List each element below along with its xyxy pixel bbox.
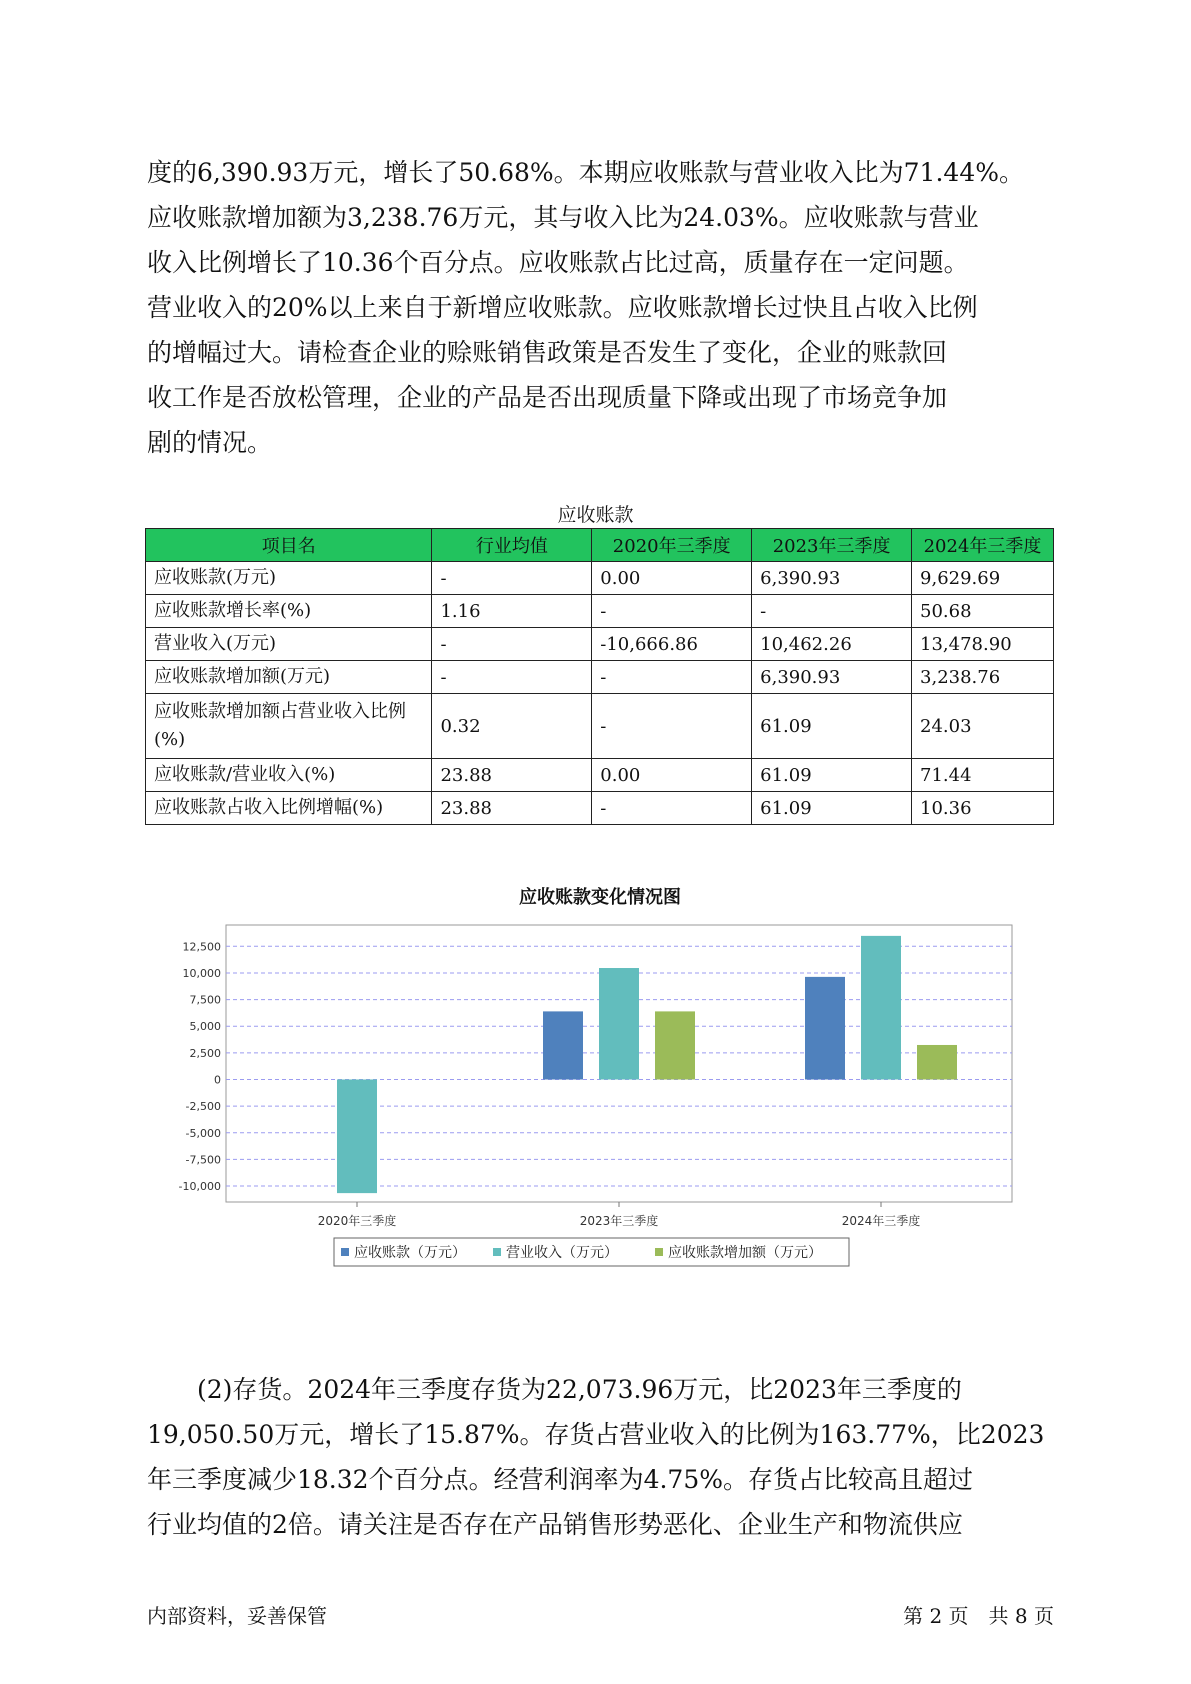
bar	[655, 1011, 695, 1079]
table-cell: 1.16	[432, 595, 592, 628]
paragraph-receivables-analysis	[147, 150, 1055, 465]
table-cell: 61.09	[752, 694, 912, 759]
y-tick-label: -2,500	[185, 1100, 221, 1114]
legend-label: 应收账款增加额（万元）	[668, 1245, 822, 1261]
table-title: 应收账款	[557, 504, 634, 526]
footer-confidential-note: 内部资料，妥善保管	[147, 1604, 327, 1628]
table-row	[146, 661, 1054, 694]
paragraph-line: 剧的情况。	[147, 428, 273, 457]
table-row	[146, 628, 1054, 661]
table-cell: -	[592, 792, 752, 825]
table-cell: 应收账款增长率(%)	[146, 595, 432, 628]
table-cell: 23.88	[432, 792, 592, 825]
y-tick-label: -7,500	[185, 1153, 221, 1167]
bar	[805, 977, 845, 1080]
table-cell: 6,390.93	[752, 562, 912, 595]
legend-swatch	[655, 1248, 663, 1256]
paragraph-line: 年三季度减少18.32个百分点。经营利润率为4.75%。存货占比较高且超过	[147, 1465, 973, 1494]
table-row	[146, 759, 1054, 792]
receivables-table	[145, 528, 1054, 825]
bar	[917, 1045, 957, 1080]
table-cell: -	[592, 595, 752, 628]
table-cell: -	[752, 595, 912, 628]
table-cell: 61.09	[752, 792, 912, 825]
table-cell: -	[432, 628, 592, 661]
table-cell: 应收账款增加额(万元)	[146, 661, 432, 694]
y-tick-label: 12,500	[182, 940, 221, 954]
paragraph-line: 收入比例增长了10.36个百分点。应收账款占比过高，质量存在一定问题。	[147, 248, 969, 277]
header-2023q3: 2023年三季度	[752, 529, 912, 562]
y-tick-label: -10,000	[178, 1180, 221, 1194]
table-cell: 应收账款占收入比例增幅(%)	[146, 792, 432, 825]
table-cell: 应收账款(万元)	[146, 562, 432, 595]
table-cell: 23.88	[432, 759, 592, 792]
table-cell: 0.32	[432, 694, 592, 759]
x-tick-label: 2024年三季度	[841, 1214, 921, 1228]
bar	[861, 936, 901, 1080]
table-cell: 10.36	[912, 792, 1054, 825]
table-cell: 3,238.76	[912, 661, 1054, 694]
x-tick-label: 2020年三季度	[317, 1214, 397, 1228]
table-cell: 应收账款/营业收入(%)	[146, 759, 432, 792]
header-item-name: 项目名	[146, 529, 432, 562]
y-tick-label: 0	[214, 1073, 221, 1087]
y-tick-label: -5,000	[185, 1126, 221, 1140]
paragraph-line: 营业收入的20%以上来自于新增应收账款。应收账款增长过快且占收入比例	[147, 293, 978, 322]
paragraph-line: 19,050.50万元，增长了15.87%。存货占营业收入的比例为163.77%，比2023	[147, 1420, 1045, 1449]
table-row	[146, 792, 1054, 825]
x-tick-label: 2023年三季度	[579, 1214, 659, 1228]
paragraph-line: 行业均值的2倍。请关注是否存在产品销售形势恶化、企业生产和物流供应	[147, 1510, 963, 1539]
paragraph-line: (2)存货。2024年三季度存货为22,073.96万元，比2023年三季度的	[147, 1375, 962, 1404]
legend-swatch	[341, 1248, 349, 1256]
table-cell: 0.00	[592, 759, 752, 792]
bar	[337, 1079, 377, 1193]
table-header-row	[146, 529, 1054, 562]
table-cell: 61.09	[752, 759, 912, 792]
table-row	[146, 595, 1054, 628]
y-tick-label: 10,000	[182, 966, 221, 980]
legend-label: 应收账款（万元）	[354, 1245, 466, 1261]
table-cell: 9,629.69	[912, 562, 1054, 595]
table-row	[146, 562, 1054, 595]
table-cell: -10,666.86	[592, 628, 752, 661]
table-cell: 50.68	[912, 595, 1054, 628]
table-cell: 13,478.90	[912, 628, 1054, 661]
table-cell: 营业收入(万元)	[146, 628, 432, 661]
table-cell: 24.03	[912, 694, 1054, 759]
table-cell: 10,462.26	[752, 628, 912, 661]
table-cell: -	[592, 694, 752, 759]
paragraph-line: 度的6,390.93万元，增长了50.68%。本期应收账款与营业收入比为71.44%。	[147, 158, 1024, 187]
y-tick-label: 2,500	[189, 1046, 221, 1060]
footer-page-number: 第 2 页 共 8 页	[903, 1604, 1054, 1628]
paragraph-line: 收工作是否放松管理，企业的产品是否出现质量下降或出现了市场竞争加	[147, 383, 948, 412]
table-cell: -	[432, 661, 592, 694]
y-tick-label: 5,000	[189, 1020, 221, 1034]
y-tick-label: 7,500	[189, 993, 221, 1007]
table-cell: 6,390.93	[752, 661, 912, 694]
table-cell: 应收账款增加额占营业收入比例(%)	[146, 694, 432, 759]
legend-swatch	[493, 1248, 501, 1256]
table-cell: -	[592, 661, 752, 694]
table-cell: 0.00	[592, 562, 752, 595]
table-cell: -	[432, 562, 592, 595]
header-2020q3: 2020年三季度	[592, 529, 752, 562]
paragraph-inventory-analysis	[147, 1367, 1055, 1547]
bar	[543, 1011, 583, 1079]
legend-label: 营业收入（万元）	[506, 1245, 618, 1261]
paragraph-line: 的增幅过大。请检查企业的赊账销售政策是否发生了变化，企业的账款回	[147, 338, 948, 367]
receivables-bar-chart	[165, 880, 1025, 1340]
header-industry-avg: 行业均值	[432, 529, 592, 562]
header-2024q3: 2024年三季度	[912, 529, 1054, 562]
table-row	[146, 694, 1054, 759]
paragraph-line: 应收账款增加额为3,238.76万元，其与收入比为24.03%。应收账款与营业	[147, 203, 979, 232]
chart-title: 应收账款变化情况图	[519, 887, 681, 908]
table-cell: 71.44	[912, 759, 1054, 792]
bar	[599, 968, 639, 1079]
